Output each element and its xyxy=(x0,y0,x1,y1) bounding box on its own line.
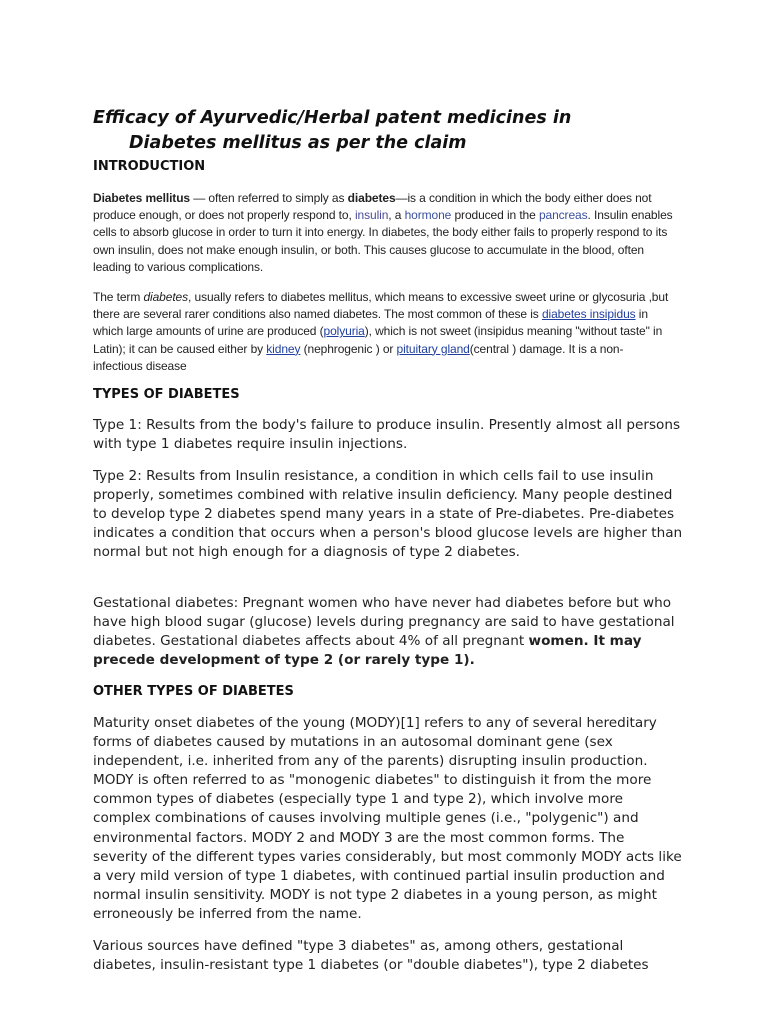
introduction-heading: INTRODUCTION xyxy=(93,159,206,174)
type-3-paragraph: Various sources have defined "type 3 diabetes" as, among others, gestational diabetes, insulin-resistant type 1 diabetes (or "double diabetes"), type 2 diabetes xyxy=(93,938,649,974)
polyuria-link[interactable]: polyuria xyxy=(323,324,365,339)
intro-paragraph-2: The term diabetes, usually refers to diabetes mellitus, which means to excessive sweet urine or glycosuria ,but there are several rarer conditions also named diabetes. The most common of these is diabetes insipidus in which large amounts of urine are produced (polyuria), which is not sweet (insipidus meaning "without taste" in Latin); it can be caused either by kidney (nephrogenic ) or pituitary gland(central ) damage. It is a non-infectious disease xyxy=(93,290,669,373)
insulin-link[interactable]: insulin xyxy=(354,208,389,223)
kidney-link[interactable]: kidney xyxy=(266,341,301,356)
diabetes-insipidus-link[interactable]: diabetes insipidus xyxy=(541,307,636,322)
types-heading: TYPES OF DIABETES xyxy=(93,387,240,402)
type-2-paragraph: Type 2: Results from Insulin resistance, a condition in which cells fail to use insulin properly, sometimes combined with relative insulin deficiency. Many people destined to develop type 2 diabetes spend many years in a state of Pre-diabetes. Pre-diabetes indicates a condition that occurs when a person's blood glucose levels are higher than normal but not high enough for a diagnosis of type 2 diabetes. xyxy=(93,468,683,561)
title-line-2: Diabetes mellitus as per the claim xyxy=(129,133,467,153)
pancreas-link[interactable]: pancreas xyxy=(538,208,588,223)
hormone-link[interactable]: hormone xyxy=(404,208,452,223)
other-types-heading: OTHER TYPES OF DIABETES xyxy=(93,684,294,699)
gestational-paragraph: Gestational diabetes: Pregnant women who have never had diabetes before but who have high blood sugar (glucose) levels during pregnancy are said to have gestational diabetes. Gestational diabetes affects about 4% of all pregnant women. It may precede development of type 2 (or rarely type 1). xyxy=(93,595,675,669)
intro-paragraph-1: Diabetes mellitus — often referred to simply as diabetes—is a condition in which the body either does not produce enough, or does not properly respond to, insulin, a hormone produced in the pancreas. Insulin enables cells to absorb glucose in order to turn it into energy. In diabetes, the body either fails to properly respond to its own insulin, does not make enough insulin, or both. This causes glucose to accumulate in the blood, often leading to various complications. xyxy=(93,191,673,274)
type-1-paragraph: Type 1: Results from the body's failure to produce insulin. Presently almost all persons with type 1 diabetes require insulin injections. xyxy=(93,417,681,453)
pituitary-gland-link[interactable]: pituitary gland xyxy=(396,341,470,356)
document-title xyxy=(93,106,571,156)
title-line-1: Efficacy of Ayurvedic/Herbal patent medicines in xyxy=(93,108,572,128)
term-diabetes-mellitus: Diabetes mellitus xyxy=(93,191,191,205)
mody-paragraph: Maturity onset diabetes of the young (MODY)[1] refers to any of several hereditary forms of diabetes caused by mutations in an autosomal dominant gene (sex independent, i.e. inherited from any of the parents) disrupting insulin production. MODY is often referred to as "monogenic diabetes" to distinguish it from the more common types of diabetes (especially type 1 and type 2), which involve more complex combinations of causes involving multiple genes (i.e., "polygenic") and environmental factors. MODY 2 and MODY 3 are the most common forms. The severity of the different types varies considerably, but most commonly MODY acts like a very mild version of type 1 diabetes, with continued partial insulin production and normal insulin sensitivity. MODY is not type 2 diabetes in a young person, as might erroneously be inferred from the name. xyxy=(93,715,682,922)
